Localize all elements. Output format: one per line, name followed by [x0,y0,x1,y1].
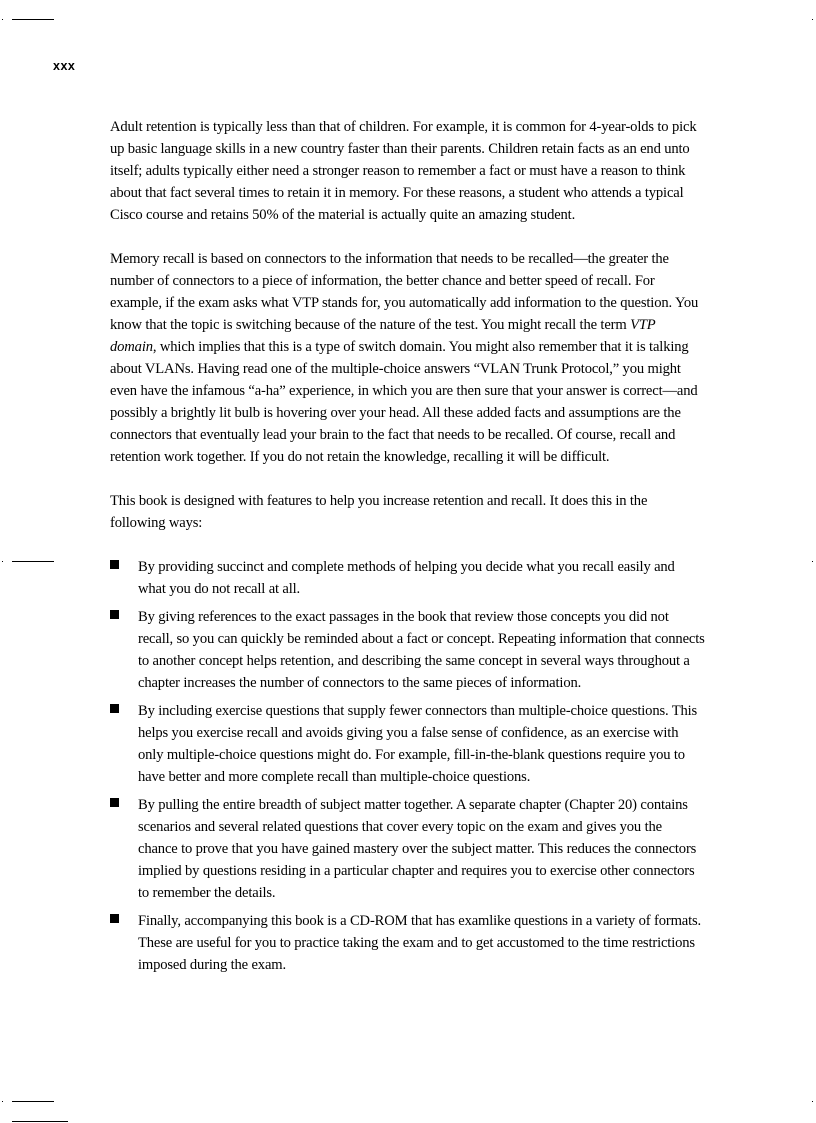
paragraph-text-after-emphasis: , which implies that this is a type of switch domain. You might also remember that it is talking about VLANs. Having read one of the multiple-choice answers “VLAN Trunk Protocol,” you might even have the infamous “a-ha” experience, in which you are then sure that your answer is correct—and possibly a brightly lit bulb is hovering over your head. All these added facts and assumptions are the connectors that eventually lead your brain to the fact that needs to be recalled. Of course, recall and retention work together. If you do not retain the knowledge, recalling it will be difficult. [110,339,698,465]
crop-dot-middle-left [2,561,3,562]
list-item [110,700,705,788]
crop-dot-top-right [812,19,813,20]
list-item [110,556,705,600]
list-item [110,910,705,976]
paragraph-text-before-emphasis: Memory recall is based on connectors to the information that needs to be recalled—the greater the number of connectors to a piece of information, the better chance and better speed of recall. For example, if the exam asks what VTP stands for, you automatically add information to the question. You know that the topic is switching because of the nature of the test. You might recall the term [110,251,699,333]
paragraph-adult-retention: Adult retention is typically less than that of children. For example, it is common for 4-year-olds to pick up basic language skills in a new country faster than their parents. Children retain facts as an end unto itself; adults typically either need a stronger reason to remember a fact or must have a reason to think about that fact several times to retain it in memory. For these reasons, a student who attends a typical Cisco course and retains 50% of the material is actually quite an amazing student. [110,119,697,223]
crop-dot-bottom-right [812,1101,813,1102]
square-bullet-icon [110,914,119,923]
crop-mark-bottom-left-upper [12,1101,54,1102]
square-bullet-icon [110,704,119,713]
list-item-text: By pulling the entire breadth of subject matter together. A separate chapter (Chapter 20) contains scenarios and several related questions that cover every topic on the exam and gives you the chance to prove that you have gained mastery over the subject matter. This reduces the connectors implied by questions residing in a particular chapter and requires you to exercise other connectors to remember the details. [138,797,697,901]
list-item-text: By including exercise questions that supply fewer connectors than multiple-choice questions. This helps you exercise recall and avoids giving you a false sense of confidence, as an exercise with only multiple-choice questions might do. For example, fill-in-the-blank questions require you to have better and more complete recall than multiple-choice questions. [138,703,698,785]
paragraph-memory-recall [110,248,705,468]
paragraph-book-design: This book is designed with features to help you increase retention and recall. It does this in the following ways: [110,493,648,531]
list-item-text: Finally, accompanying this book is a CD-ROM that has examlike questions in a variety of formats. These are useful for you to practice taking the exam and to get accustomed to the time restrictions imposed during the exam. [138,913,702,973]
crop-dot-bottom-left [2,1101,3,1102]
crop-dot-top-left [2,19,3,20]
page-number: xxx [53,59,76,73]
square-bullet-icon [110,610,119,619]
square-bullet-icon [110,560,119,569]
crop-mark-bottom-left-lower [12,1121,68,1122]
list-item [110,794,705,904]
list-item-text: By providing succinct and complete methods of helping you decide what you recall easily and what you do not recall at all. [138,559,675,597]
emphasized-term: VTP domain [110,317,656,355]
list-item-text: By giving references to the exact passages in the book that review those concepts you did not recall, so you can quickly be reminded about a fact or concept. Repeating information that connects to another concept helps retention, and describing the same concept in several ways throughout a chapter increases the number of connectors to the same pieces of information. [138,609,705,691]
crop-dot-middle-right [812,561,813,562]
features-list [110,556,705,976]
crop-mark-middle-left [12,561,54,562]
page-body [110,116,705,982]
square-bullet-icon [110,798,119,807]
crop-mark-top-left [12,19,54,20]
list-item [110,606,705,694]
